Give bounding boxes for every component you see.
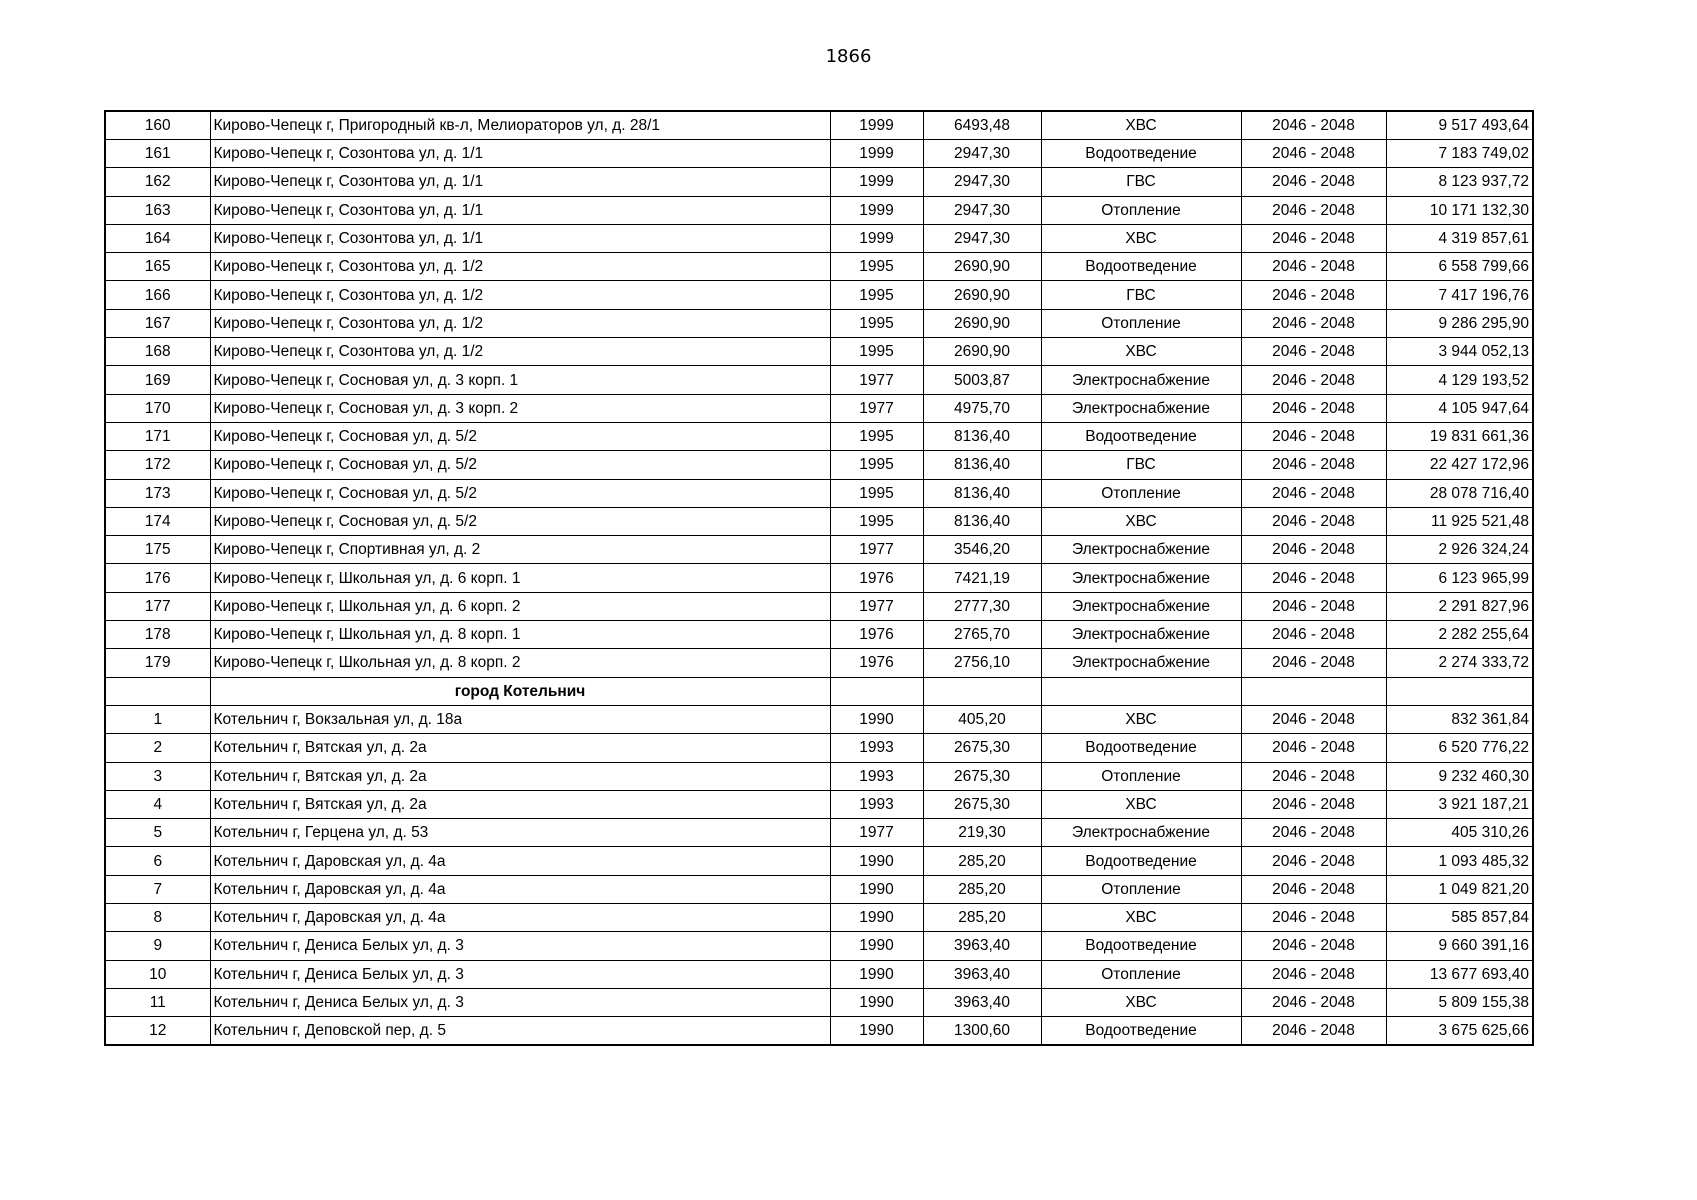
- area-cell: 6493,48: [923, 111, 1041, 140]
- year-cell: 1995: [830, 479, 923, 507]
- service-cell: ГВС: [1041, 281, 1241, 309]
- row-number: 168: [105, 338, 210, 366]
- table-row: [105, 536, 1533, 564]
- service-cell: Электроснабжение: [1041, 536, 1241, 564]
- cost-cell: 405 310,26: [1386, 819, 1533, 847]
- row-number: 177: [105, 592, 210, 620]
- period-cell: 2046 - 2048: [1241, 819, 1386, 847]
- service-cell: ХВС: [1041, 790, 1241, 818]
- service-cell: Водоотведение: [1041, 847, 1241, 875]
- area-cell: 2690,90: [923, 281, 1041, 309]
- address-cell: Кирово-Чепецк г, Школьная ул, д. 8 корп. 1: [210, 621, 830, 649]
- table-row: [105, 451, 1533, 479]
- cost-cell: 6 558 799,66: [1386, 253, 1533, 281]
- address-cell: Кирово-Чепецк г, Сосновая ул, д. 3 корп. 2: [210, 394, 830, 422]
- address-cell: Кирово-Чепецк г, Созонтова ул, д. 1/1: [210, 140, 830, 168]
- table-row: [105, 621, 1533, 649]
- address-cell: Котельнич г, Дениса Белых ул, д. 3: [210, 988, 830, 1016]
- period-cell: 2046 - 2048: [1241, 394, 1386, 422]
- address-cell: Котельнич г, Дениса Белых ул, д. 3: [210, 960, 830, 988]
- row-number: 174: [105, 507, 210, 535]
- period-cell: 2046 - 2048: [1241, 564, 1386, 592]
- year-cell: 1977: [830, 394, 923, 422]
- address-cell: Котельнич г, Вятская ул, д. 2а: [210, 790, 830, 818]
- year-cell: 1993: [830, 734, 923, 762]
- row-number: 165: [105, 253, 210, 281]
- service-cell: ГВС: [1041, 451, 1241, 479]
- period-cell: 2046 - 2048: [1241, 309, 1386, 337]
- area-cell: 7421,19: [923, 564, 1041, 592]
- address-cell: Котельнич г, Даровская ул, д. 4а: [210, 904, 830, 932]
- period-cell: 2046 - 2048: [1241, 904, 1386, 932]
- row-number: 167: [105, 309, 210, 337]
- table-row: [105, 281, 1533, 309]
- cost-cell: 8 123 937,72: [1386, 168, 1533, 196]
- year-cell: 1976: [830, 649, 923, 677]
- address-cell: Кирово-Чепецк г, Созонтова ул, д. 1/2: [210, 281, 830, 309]
- year-cell: 1990: [830, 960, 923, 988]
- row-number: 179: [105, 649, 210, 677]
- cost-cell: 5 809 155,38: [1386, 988, 1533, 1016]
- address-cell: Котельнич г, Вятская ул, д. 2а: [210, 734, 830, 762]
- address-cell: Кирово-Чепецк г, Созонтова ул, д. 1/1: [210, 196, 830, 224]
- period-cell: 2046 - 2048: [1241, 168, 1386, 196]
- service-cell: Отопление: [1041, 196, 1241, 224]
- year-cell: 1995: [830, 281, 923, 309]
- row-number: 178: [105, 621, 210, 649]
- service-cell: Водоотведение: [1041, 253, 1241, 281]
- area-cell: 8136,40: [923, 479, 1041, 507]
- row-number: 9: [105, 932, 210, 960]
- period-cell: 2046 - 2048: [1241, 592, 1386, 620]
- area-cell: 285,20: [923, 875, 1041, 903]
- period-cell: 2046 - 2048: [1241, 422, 1386, 450]
- row-number: 4: [105, 790, 210, 818]
- row-number: 160: [105, 111, 210, 140]
- cost-cell: 19 831 661,36: [1386, 422, 1533, 450]
- year-cell: 1995: [830, 338, 923, 366]
- table-row: [105, 196, 1533, 224]
- address-cell: Котельнич г, Даровская ул, д. 4а: [210, 847, 830, 875]
- cost-cell: 9 286 295,90: [1386, 309, 1533, 337]
- table-row: [105, 762, 1533, 790]
- cost-cell: 3 944 052,13: [1386, 338, 1533, 366]
- service-cell: Электроснабжение: [1041, 649, 1241, 677]
- row-number: 161: [105, 140, 210, 168]
- area-cell: 2947,30: [923, 196, 1041, 224]
- cost-cell: 6 520 776,22: [1386, 734, 1533, 762]
- empty-cell: [105, 677, 210, 705]
- period-cell: 2046 - 2048: [1241, 536, 1386, 564]
- row-number: 8: [105, 904, 210, 932]
- table-row: [105, 168, 1533, 196]
- year-cell: 1995: [830, 507, 923, 535]
- table-row: [105, 253, 1533, 281]
- year-cell: 1999: [830, 140, 923, 168]
- period-cell: 2046 - 2048: [1241, 140, 1386, 168]
- area-cell: 2675,30: [923, 762, 1041, 790]
- row-number: 176: [105, 564, 210, 592]
- cost-cell: 22 427 172,96: [1386, 451, 1533, 479]
- address-cell: Кирово-Чепецк г, Сосновая ул, д. 5/2: [210, 507, 830, 535]
- area-cell: 3963,40: [923, 960, 1041, 988]
- table-row: [105, 988, 1533, 1016]
- cost-cell: 10 171 132,30: [1386, 196, 1533, 224]
- row-number: 10: [105, 960, 210, 988]
- table-row: [105, 564, 1533, 592]
- row-number: 166: [105, 281, 210, 309]
- address-cell: Кирово-Чепецк г, Созонтова ул, д. 1/2: [210, 338, 830, 366]
- cost-cell: 11 925 521,48: [1386, 507, 1533, 535]
- table-row: [105, 734, 1533, 762]
- cost-cell: 1 049 821,20: [1386, 875, 1533, 903]
- period-cell: 2046 - 2048: [1241, 847, 1386, 875]
- area-cell: 2690,90: [923, 338, 1041, 366]
- service-cell: ХВС: [1041, 224, 1241, 252]
- area-cell: 2765,70: [923, 621, 1041, 649]
- address-cell: Котельнич г, Герцена ул, д. 53: [210, 819, 830, 847]
- area-cell: 2675,30: [923, 790, 1041, 818]
- area-cell: 4975,70: [923, 394, 1041, 422]
- row-number: 12: [105, 1017, 210, 1046]
- area-cell: 285,20: [923, 847, 1041, 875]
- row-number: 3: [105, 762, 210, 790]
- row-number: 173: [105, 479, 210, 507]
- period-cell: 2046 - 2048: [1241, 621, 1386, 649]
- row-number: 172: [105, 451, 210, 479]
- row-number: 175: [105, 536, 210, 564]
- section-title: город Котельнич: [210, 677, 830, 705]
- period-cell: 2046 - 2048: [1241, 253, 1386, 281]
- row-number: 11: [105, 988, 210, 1016]
- row-number: 164: [105, 224, 210, 252]
- cost-cell: 7 417 196,76: [1386, 281, 1533, 309]
- address-cell: Кирово-Чепецк г, Созонтова ул, д. 1/2: [210, 253, 830, 281]
- table-row: [105, 394, 1533, 422]
- service-cell: Электроснабжение: [1041, 394, 1241, 422]
- year-cell: 1990: [830, 904, 923, 932]
- row-number: 6: [105, 847, 210, 875]
- area-cell: 2690,90: [923, 309, 1041, 337]
- period-cell: 2046 - 2048: [1241, 338, 1386, 366]
- service-cell: Электроснабжение: [1041, 564, 1241, 592]
- table-row: [105, 847, 1533, 875]
- empty-cell: [1041, 677, 1241, 705]
- table-row: [105, 111, 1533, 140]
- period-cell: 2046 - 2048: [1241, 705, 1386, 733]
- cost-cell: 3 921 187,21: [1386, 790, 1533, 818]
- table-row: [105, 338, 1533, 366]
- area-cell: 1300,60: [923, 1017, 1041, 1046]
- year-cell: 1990: [830, 875, 923, 903]
- row-number: 5: [105, 819, 210, 847]
- row-number: 7: [105, 875, 210, 903]
- row-number: 170: [105, 394, 210, 422]
- period-cell: 2046 - 2048: [1241, 988, 1386, 1016]
- page-number: 1866: [825, 46, 872, 67]
- area-cell: 2756,10: [923, 649, 1041, 677]
- service-cell: ХВС: [1041, 988, 1241, 1016]
- service-cell: Отопление: [1041, 960, 1241, 988]
- cost-cell: 4 319 857,61: [1386, 224, 1533, 252]
- address-cell: Котельнич г, Вокзальная ул, д. 18а: [210, 705, 830, 733]
- row-number: 171: [105, 422, 210, 450]
- service-cell: Водоотведение: [1041, 140, 1241, 168]
- service-cell: ХВС: [1041, 111, 1241, 140]
- table-row: [105, 960, 1533, 988]
- service-cell: Отопление: [1041, 309, 1241, 337]
- table-row: [105, 705, 1533, 733]
- table-row: [105, 819, 1533, 847]
- cost-cell: 2 926 324,24: [1386, 536, 1533, 564]
- year-cell: 1999: [830, 168, 923, 196]
- table-row: [105, 649, 1533, 677]
- area-cell: 285,20: [923, 904, 1041, 932]
- service-cell: Водоотведение: [1041, 1017, 1241, 1046]
- row-number: 163: [105, 196, 210, 224]
- area-cell: 3963,40: [923, 988, 1041, 1016]
- area-cell: 2947,30: [923, 140, 1041, 168]
- area-cell: 8136,40: [923, 507, 1041, 535]
- service-cell: Отопление: [1041, 762, 1241, 790]
- cost-cell: 2 291 827,96: [1386, 592, 1533, 620]
- service-cell: Отопление: [1041, 479, 1241, 507]
- service-cell: Электроснабжение: [1041, 819, 1241, 847]
- year-cell: 1977: [830, 536, 923, 564]
- table-body: [105, 111, 1533, 1045]
- cost-cell: 585 857,84: [1386, 904, 1533, 932]
- address-cell: Кирово-Чепецк г, Сосновая ул, д. 5/2: [210, 479, 830, 507]
- area-cell: 5003,87: [923, 366, 1041, 394]
- service-cell: Электроснабжение: [1041, 366, 1241, 394]
- area-cell: 2947,30: [923, 224, 1041, 252]
- table-row: [105, 875, 1533, 903]
- period-cell: 2046 - 2048: [1241, 111, 1386, 140]
- year-cell: 1999: [830, 196, 923, 224]
- period-cell: 2046 - 2048: [1241, 960, 1386, 988]
- address-cell: Кирово-Чепецк г, Пригородный кв-л, Мелиораторов ул, д. 28/1: [210, 111, 830, 140]
- address-cell: Кирово-Чепецк г, Сосновая ул, д. 3 корп. 1: [210, 366, 830, 394]
- row-number: 169: [105, 366, 210, 394]
- service-cell: Водоотведение: [1041, 734, 1241, 762]
- table-row: [105, 932, 1533, 960]
- service-cell: Электроснабжение: [1041, 592, 1241, 620]
- period-cell: 2046 - 2048: [1241, 281, 1386, 309]
- year-cell: 1999: [830, 224, 923, 252]
- row-number: 162: [105, 168, 210, 196]
- period-cell: 2046 - 2048: [1241, 1017, 1386, 1046]
- table-row: [105, 422, 1533, 450]
- address-cell: Кирово-Чепецк г, Созонтова ул, д. 1/2: [210, 309, 830, 337]
- year-cell: 1990: [830, 932, 923, 960]
- area-cell: 405,20: [923, 705, 1041, 733]
- address-cell: Кирово-Чепецк г, Спортивная ул, д. 2: [210, 536, 830, 564]
- cost-cell: 13 677 693,40: [1386, 960, 1533, 988]
- year-cell: 1990: [830, 705, 923, 733]
- period-cell: 2046 - 2048: [1241, 224, 1386, 252]
- cost-cell: 28 078 716,40: [1386, 479, 1533, 507]
- table-row: [105, 479, 1533, 507]
- year-cell: 1977: [830, 366, 923, 394]
- address-cell: Кирово-Чепецк г, Созонтова ул, д. 1/1: [210, 224, 830, 252]
- table-row: [105, 790, 1533, 818]
- period-cell: 2046 - 2048: [1241, 875, 1386, 903]
- year-cell: 1977: [830, 592, 923, 620]
- period-cell: 2046 - 2048: [1241, 790, 1386, 818]
- year-cell: 1995: [830, 309, 923, 337]
- cost-cell: 1 093 485,32: [1386, 847, 1533, 875]
- service-cell: ГВС: [1041, 168, 1241, 196]
- period-cell: 2046 - 2048: [1241, 451, 1386, 479]
- year-cell: 1995: [830, 253, 923, 281]
- row-number: 2: [105, 734, 210, 762]
- service-cell: Водоотведение: [1041, 422, 1241, 450]
- period-cell: 2046 - 2048: [1241, 762, 1386, 790]
- area-cell: 8136,40: [923, 422, 1041, 450]
- year-cell: 1990: [830, 1017, 923, 1046]
- cost-cell: 9 517 493,64: [1386, 111, 1533, 140]
- table-row: [105, 140, 1533, 168]
- address-cell: Котельнич г, Деповской пер, д. 5: [210, 1017, 830, 1046]
- period-cell: 2046 - 2048: [1241, 366, 1386, 394]
- service-cell: Электроснабжение: [1041, 621, 1241, 649]
- address-cell: Кирово-Чепецк г, Сосновая ул, д. 5/2: [210, 422, 830, 450]
- table-row: [105, 592, 1533, 620]
- section-header-row: [105, 677, 1533, 705]
- table-row: [105, 1017, 1533, 1046]
- area-cell: 2675,30: [923, 734, 1041, 762]
- year-cell: 1976: [830, 621, 923, 649]
- service-cell: ХВС: [1041, 507, 1241, 535]
- area-cell: 2690,90: [923, 253, 1041, 281]
- service-cell: Водоотведение: [1041, 932, 1241, 960]
- cost-cell: 7 183 749,02: [1386, 140, 1533, 168]
- period-cell: 2046 - 2048: [1241, 196, 1386, 224]
- address-cell: Кирово-Чепецк г, Школьная ул, д. 6 корп. 2: [210, 592, 830, 620]
- year-cell: 1990: [830, 847, 923, 875]
- housing-register-table: [104, 110, 1534, 1046]
- year-cell: 1977: [830, 819, 923, 847]
- period-cell: 2046 - 2048: [1241, 507, 1386, 535]
- cost-cell: 2 282 255,64: [1386, 621, 1533, 649]
- cost-cell: 9 660 391,16: [1386, 932, 1533, 960]
- address-cell: Котельнич г, Вятская ул, д. 2а: [210, 762, 830, 790]
- cost-cell: 4 129 193,52: [1386, 366, 1533, 394]
- period-cell: 2046 - 2048: [1241, 479, 1386, 507]
- table-row: [105, 309, 1533, 337]
- address-cell: Кирово-Чепецк г, Созонтова ул, д. 1/1: [210, 168, 830, 196]
- table-row: [105, 507, 1533, 535]
- table-row: [105, 904, 1533, 932]
- year-cell: 1995: [830, 422, 923, 450]
- address-cell: Котельнич г, Дениса Белых ул, д. 3: [210, 932, 830, 960]
- address-cell: Котельнич г, Даровская ул, д. 4а: [210, 875, 830, 903]
- year-cell: 1995: [830, 451, 923, 479]
- year-cell: 1976: [830, 564, 923, 592]
- empty-cell: [830, 677, 923, 705]
- address-cell: Кирово-Чепецк г, Школьная ул, д. 8 корп. 2: [210, 649, 830, 677]
- row-number: 1: [105, 705, 210, 733]
- cost-cell: 6 123 965,99: [1386, 564, 1533, 592]
- period-cell: 2046 - 2048: [1241, 649, 1386, 677]
- cost-cell: 2 274 333,72: [1386, 649, 1533, 677]
- table-row: [105, 366, 1533, 394]
- service-cell: ХВС: [1041, 338, 1241, 366]
- period-cell: 2046 - 2048: [1241, 932, 1386, 960]
- year-cell: 1990: [830, 988, 923, 1016]
- empty-cell: [923, 677, 1041, 705]
- cost-cell: 4 105 947,64: [1386, 394, 1533, 422]
- area-cell: 3546,20: [923, 536, 1041, 564]
- cost-cell: 9 232 460,30: [1386, 762, 1533, 790]
- empty-cell: [1386, 677, 1533, 705]
- area-cell: 2947,30: [923, 168, 1041, 196]
- year-cell: 1999: [830, 111, 923, 140]
- empty-cell: [1241, 677, 1386, 705]
- table-row: [105, 224, 1533, 252]
- address-cell: Кирово-Чепецк г, Школьная ул, д. 6 корп. 1: [210, 564, 830, 592]
- address-cell: Кирово-Чепецк г, Сосновая ул, д. 5/2: [210, 451, 830, 479]
- area-cell: 2777,30: [923, 592, 1041, 620]
- year-cell: 1993: [830, 762, 923, 790]
- year-cell: 1993: [830, 790, 923, 818]
- period-cell: 2046 - 2048: [1241, 734, 1386, 762]
- service-cell: Отопление: [1041, 875, 1241, 903]
- cost-cell: 3 675 625,66: [1386, 1017, 1533, 1046]
- cost-cell: 832 361,84: [1386, 705, 1533, 733]
- area-cell: 3963,40: [923, 932, 1041, 960]
- area-cell: 219,30: [923, 819, 1041, 847]
- service-cell: ХВС: [1041, 904, 1241, 932]
- service-cell: ХВС: [1041, 705, 1241, 733]
- area-cell: 8136,40: [923, 451, 1041, 479]
